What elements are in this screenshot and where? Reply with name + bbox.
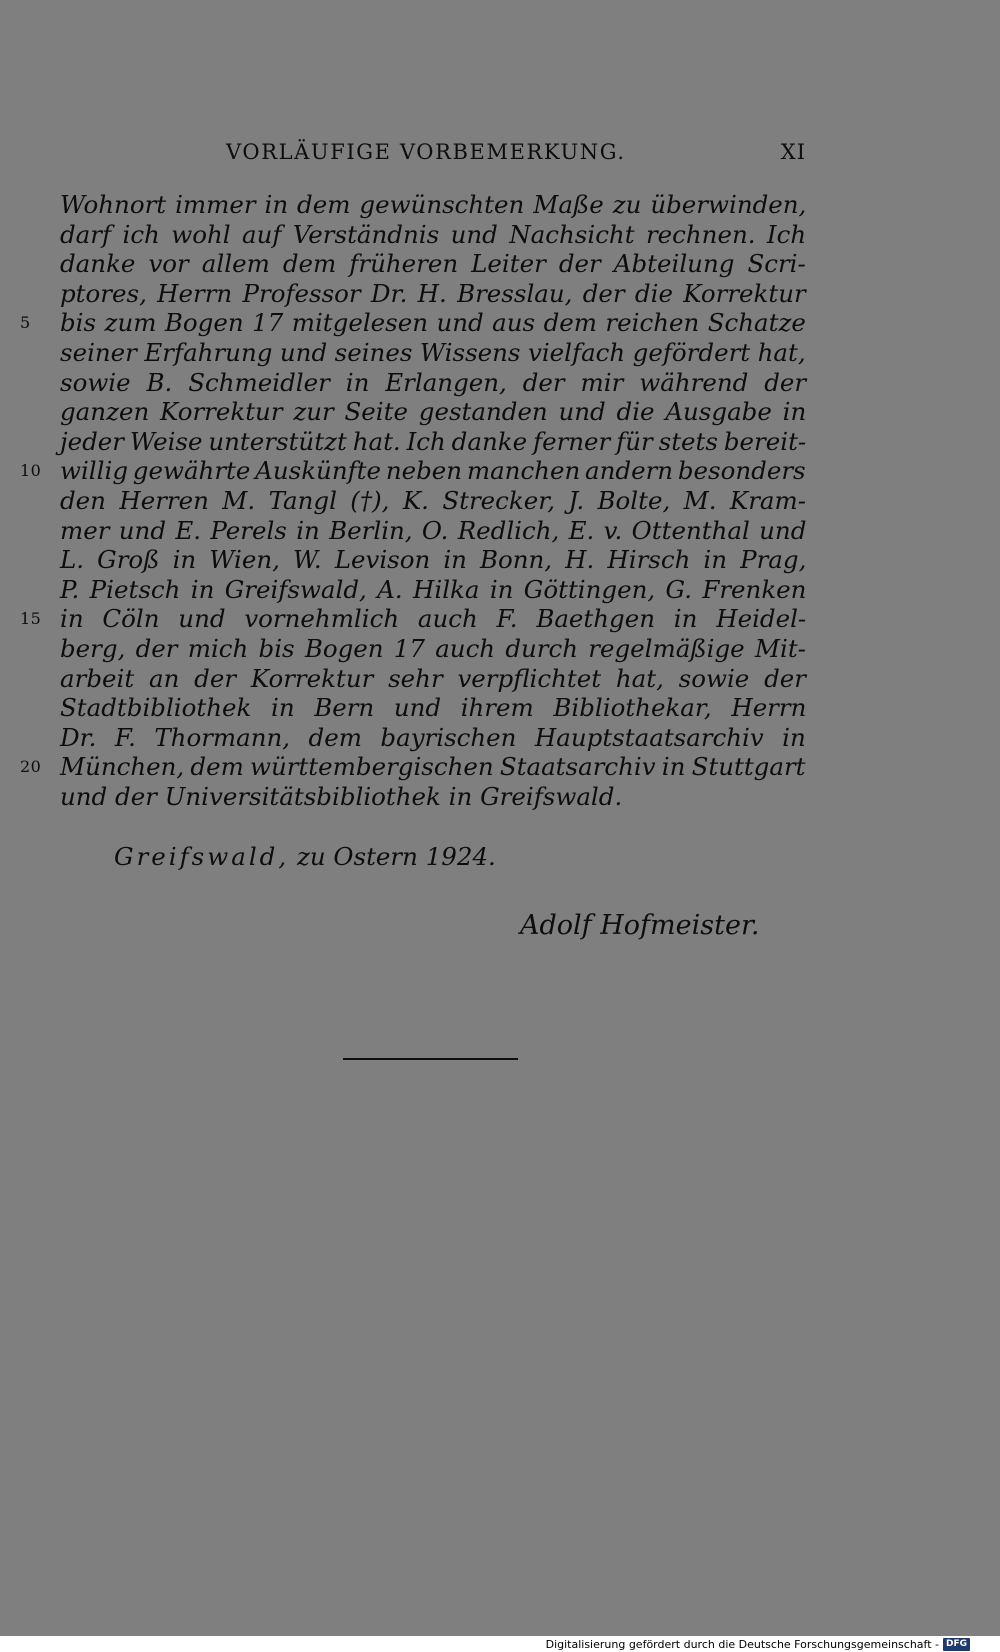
text-line bbox=[60, 782, 806, 812]
line-text: darf ich wohl auf Verständnis und Nachsicht rechnen. Ich bbox=[60, 219, 807, 249]
text-line bbox=[20, 308, 806, 338]
text-line bbox=[60, 723, 806, 753]
line-text: arbeit an der Korrektur sehr verpflichtet hat, sowie der bbox=[60, 663, 806, 693]
line-text: sowie B. Schmeidler in Erlangen, der mir während der bbox=[60, 367, 807, 397]
text-line bbox=[60, 575, 806, 605]
end-rule bbox=[343, 1058, 518, 1060]
line-text: Dr. F. Thormann, dem bayrischen Hauptstaatsarchiv in bbox=[60, 722, 806, 752]
text-line bbox=[60, 516, 806, 546]
text-line bbox=[60, 486, 806, 516]
line-text: Wohnort immer in dem gewünschten Maße zu überwinden, bbox=[60, 190, 807, 219]
text-line bbox=[60, 220, 806, 250]
text-line bbox=[60, 545, 806, 575]
text-line bbox=[20, 604, 807, 634]
line-text: P. Pietsch in Greifswald, A. Hilka in Göttingen, G. Frenken bbox=[60, 574, 807, 604]
line-text: willig gewährte Auskünfte neben manchen andern besonders bbox=[60, 456, 806, 486]
text-line bbox=[20, 456, 806, 486]
signature: Adolf Hofmeister. bbox=[520, 910, 760, 941]
footer-credit: Digitalisierung gefördert durch die Deutsche Forschungsgemeinschaft - bbox=[545, 1638, 939, 1651]
line-text: L. Groß in Wien, W. Levison in Bonn, H. Hirsch in Prag, bbox=[60, 545, 807, 575]
line-text: mer und E. Perels in Berlin, O. Redlich, E. v. Ottenthal und bbox=[60, 515, 807, 545]
line-text: ganzen Korrektur zur Seite gestanden und die Ausgabe in bbox=[60, 397, 807, 427]
date: zu Ostern 1924. bbox=[296, 842, 496, 871]
text-line bbox=[60, 338, 806, 368]
text-line bbox=[60, 249, 806, 279]
text-line bbox=[20, 752, 806, 782]
place-date-line bbox=[114, 842, 496, 871]
body-text bbox=[20, 190, 807, 811]
line-number: 20 bbox=[20, 757, 42, 777]
line-text: und der Universitätsbibliothek in Greifswald. bbox=[60, 781, 623, 811]
line-text: den Herren M. Tangl (†), K. Strecker, J. Bolte, M. Kram- bbox=[60, 485, 807, 515]
text-line bbox=[60, 368, 806, 398]
line-number: 10 bbox=[20, 461, 42, 481]
page-number: XI bbox=[780, 140, 806, 164]
line-text: bis zum Bogen 17 mitgelesen und aus dem reichen Schatze bbox=[60, 308, 806, 338]
line-text: jeder Weise unterstützt hat. Ich danke ferner für stets bereit- bbox=[60, 426, 807, 456]
line-number: 5 bbox=[20, 313, 31, 333]
place: Greifswald, bbox=[114, 842, 290, 871]
running-head-title: VORLÄUFIGE VORBEMERKUNG. bbox=[226, 140, 626, 164]
line-number: 15 bbox=[20, 609, 42, 629]
text-line bbox=[60, 279, 806, 309]
text-line bbox=[60, 634, 806, 664]
text-line bbox=[60, 397, 806, 427]
line-text: danke vor allem dem früheren Leiter der Abteilung Scri- bbox=[60, 249, 806, 279]
text-line bbox=[60, 190, 806, 220]
line-text: München, dem württembergischen Staatsarchiv in Stuttgart bbox=[60, 752, 806, 782]
line-text: Stadtbibliothek in Bern und ihrem Bibliothekar, Herrn bbox=[60, 693, 807, 723]
line-text: berg, der mich bis Bogen 17 auch durch regelmäßige Mit- bbox=[60, 633, 806, 663]
dfg-logo: DFG bbox=[943, 1638, 970, 1651]
line-text: ptores, Herrn Professor Dr. H. Bresslau, der die Korrektur bbox=[60, 278, 806, 308]
text-line bbox=[60, 427, 806, 457]
line-text: seiner Erfahrung und seines Wissens vielfach gefördert hat, bbox=[60, 337, 806, 367]
text-line bbox=[60, 664, 806, 694]
text-line bbox=[60, 693, 806, 723]
digitization-footer bbox=[546, 1637, 970, 1652]
line-text: in Cöln und vornehmlich auch F. Baethgen in Heidel- bbox=[60, 604, 807, 634]
